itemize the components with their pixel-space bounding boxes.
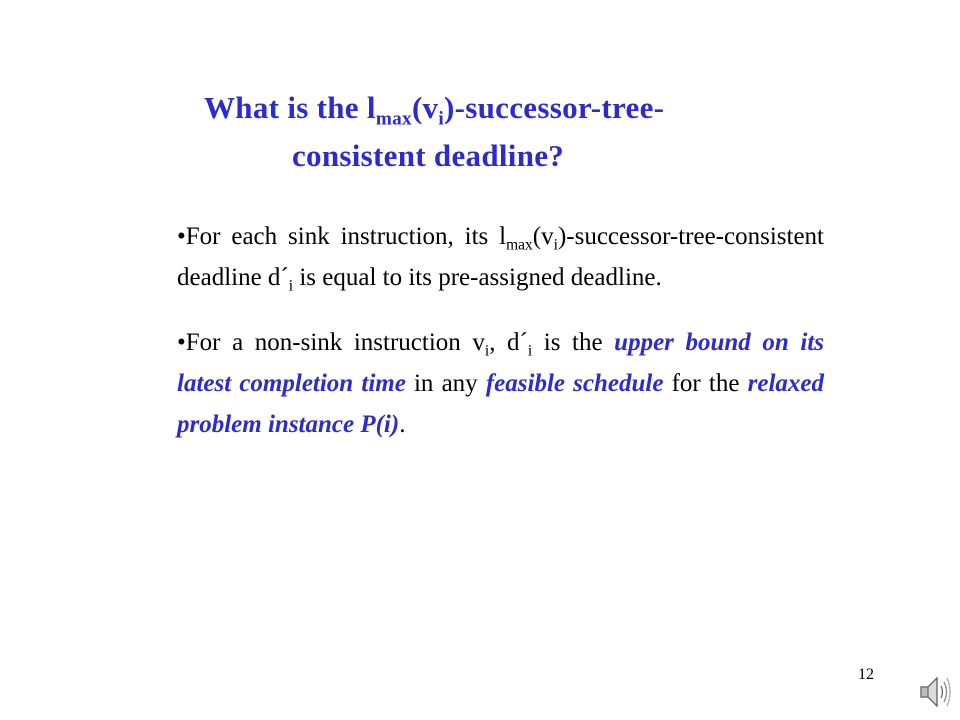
bullet-text: for the <box>663 370 748 397</box>
slide-body <box>177 216 824 469</box>
bullet-text: . <box>399 411 406 438</box>
page-number: 12 <box>858 666 874 683</box>
bullet-text: in any <box>405 370 486 397</box>
subscript-max: max <box>506 236 533 254</box>
subscript-i: i <box>553 236 558 254</box>
emphasis-upper-bound: upper bound on its latest completion time <box>177 329 825 397</box>
title-line-1 <box>204 86 664 130</box>
bullet-text: )-successor-tree-consistent deadline d´ <box>177 223 824 291</box>
title-subscript-max: max <box>375 108 412 130</box>
speaker-icon[interactable] <box>918 672 952 712</box>
subscript-i: i <box>484 342 490 360</box>
subscript-i: i <box>527 342 533 360</box>
emphasis-feasible-schedule: feasible schedule <box>485 370 664 397</box>
title-text: (v <box>411 90 439 125</box>
title-text: What is the l <box>204 90 376 125</box>
title-text: )-successor-tree- <box>444 90 665 125</box>
bullet-text: is equal to its pre-assigned deadline. <box>293 264 662 291</box>
bullet-text: •For a non-sink instruction v <box>177 329 485 356</box>
bullet-text: •For each sink instruction, its l <box>177 223 507 250</box>
bullet-non-sink-instruction <box>177 322 824 445</box>
bullet-text: is the <box>532 329 615 356</box>
bullet-text: , d´ <box>489 329 528 356</box>
bullet-text: (v <box>532 223 554 250</box>
title-line-2: consistent deadline? <box>292 138 565 173</box>
title-subscript-i: i <box>438 108 445 130</box>
emphasis-relaxed-problem: relaxed problem instance P(i) <box>177 370 824 438</box>
subscript-i: i <box>288 277 294 295</box>
bullet-sink-instruction <box>177 216 824 298</box>
